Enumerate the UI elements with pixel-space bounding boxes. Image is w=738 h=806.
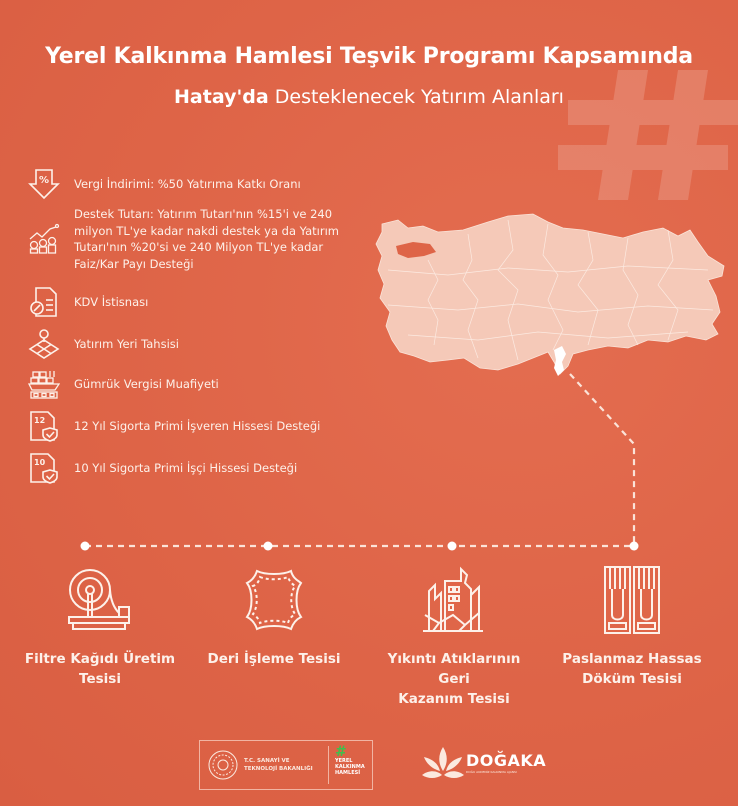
- route-node: [448, 542, 457, 551]
- ministry-seal-icon: [208, 750, 238, 780]
- benefit-text: Yatırım Yeri Tahsisi: [74, 336, 179, 351]
- ministry-name: T.C. SANAYİ VE TEKNOLOJİ BAKANLIĞI: [244, 758, 313, 772]
- benefit-item: [28, 410, 368, 442]
- insurance-12-icon: [28, 410, 60, 442]
- facility-leather: [194, 565, 354, 669]
- benefit-text: Destek Tutarı: Yatırım Tutarı'nın %15'i ve 240 milyon TL'ye kadar nakdi destek ya da Yatırım Tutarı'nın %20'si ve 240 Milyon TL'ye kadar Faiz/Kar Payı Desteği: [74, 207, 339, 271]
- benefit-item: [28, 452, 368, 484]
- benefit-text: 10 Yıl Sigorta Primi İşçi Hissesi Desteği: [74, 460, 298, 475]
- page-subtitle: [0, 86, 738, 108]
- benefit-item: [28, 368, 368, 400]
- ministry-logo-box: [199, 740, 373, 790]
- benefit-text: 12 Yıl Sigorta Primi İşveren Hissesi Desteği: [74, 418, 321, 433]
- svg-text:12: 12: [34, 416, 46, 425]
- facility-label: Yıkıntı Atıklarının Geri Kazanım Tesisi: [387, 651, 521, 707]
- money-growth-icon: [28, 223, 60, 255]
- svg-text:%: %: [38, 175, 50, 186]
- filter-paper-roll-icon: [65, 565, 135, 635]
- benefit-text: Vergi İndirimi: %50 Yatırıma Katkı Oranı: [74, 176, 301, 191]
- facility-demolition-recycling: [374, 565, 534, 709]
- facility-label: Filtre Kağıdı Üretim Tesisi: [24, 651, 176, 687]
- turkey-map: [368, 200, 728, 380]
- cargo-ship-icon: [28, 368, 60, 400]
- benefit-item: [28, 168, 368, 200]
- logo-divider: [328, 746, 329, 784]
- route-node: [630, 542, 639, 551]
- facility-label: Paslanmaz Hassas Döküm Tesisi: [562, 651, 702, 687]
- dogaka-logo: [420, 745, 546, 779]
- casting-mold-icon: [597, 565, 667, 635]
- facility-filter-paper: [20, 565, 180, 689]
- svg-text:10: 10: [34, 458, 46, 467]
- benefit-text: KDV İstisnası: [74, 294, 149, 309]
- land-allocation-icon: [28, 328, 60, 360]
- insurance-10-icon: [28, 452, 60, 484]
- route-node: [81, 542, 90, 551]
- percent-down-arrow-icon: [28, 168, 60, 200]
- agency-subtitle: DOĞU AKDENİZ KALKINMA AJANSI: [466, 769, 517, 774]
- route-node: [264, 542, 273, 551]
- benefit-item: [28, 206, 368, 272]
- demolished-building-icon: [419, 565, 489, 635]
- facility-label: Deri İşleme Tesisi: [207, 651, 341, 667]
- ykh-logo: # YEREL KALKINMA HAMLESİ: [335, 744, 365, 776]
- benefit-text: Gümrük Vergisi Muafiyeti: [74, 376, 219, 391]
- page-title: Yerel Kalkınma Hamlesi Teşvik Programı Kapsamında: [45, 44, 693, 69]
- facility-precision-casting: [552, 565, 712, 689]
- benefit-item: [28, 328, 368, 360]
- subtitle-text: Desteklenecek Yatırım Alanları: [268, 86, 564, 108]
- turkey-outline: [376, 214, 724, 374]
- tax-document-icon: [28, 286, 60, 318]
- dogaka-leaf-icon: [420, 745, 466, 779]
- subtitle-province: Hatay'da: [174, 86, 269, 108]
- leather-hide-icon: [239, 565, 309, 635]
- agency-name: DOĞAKA: [466, 750, 547, 770]
- benefit-item: [28, 286, 368, 318]
